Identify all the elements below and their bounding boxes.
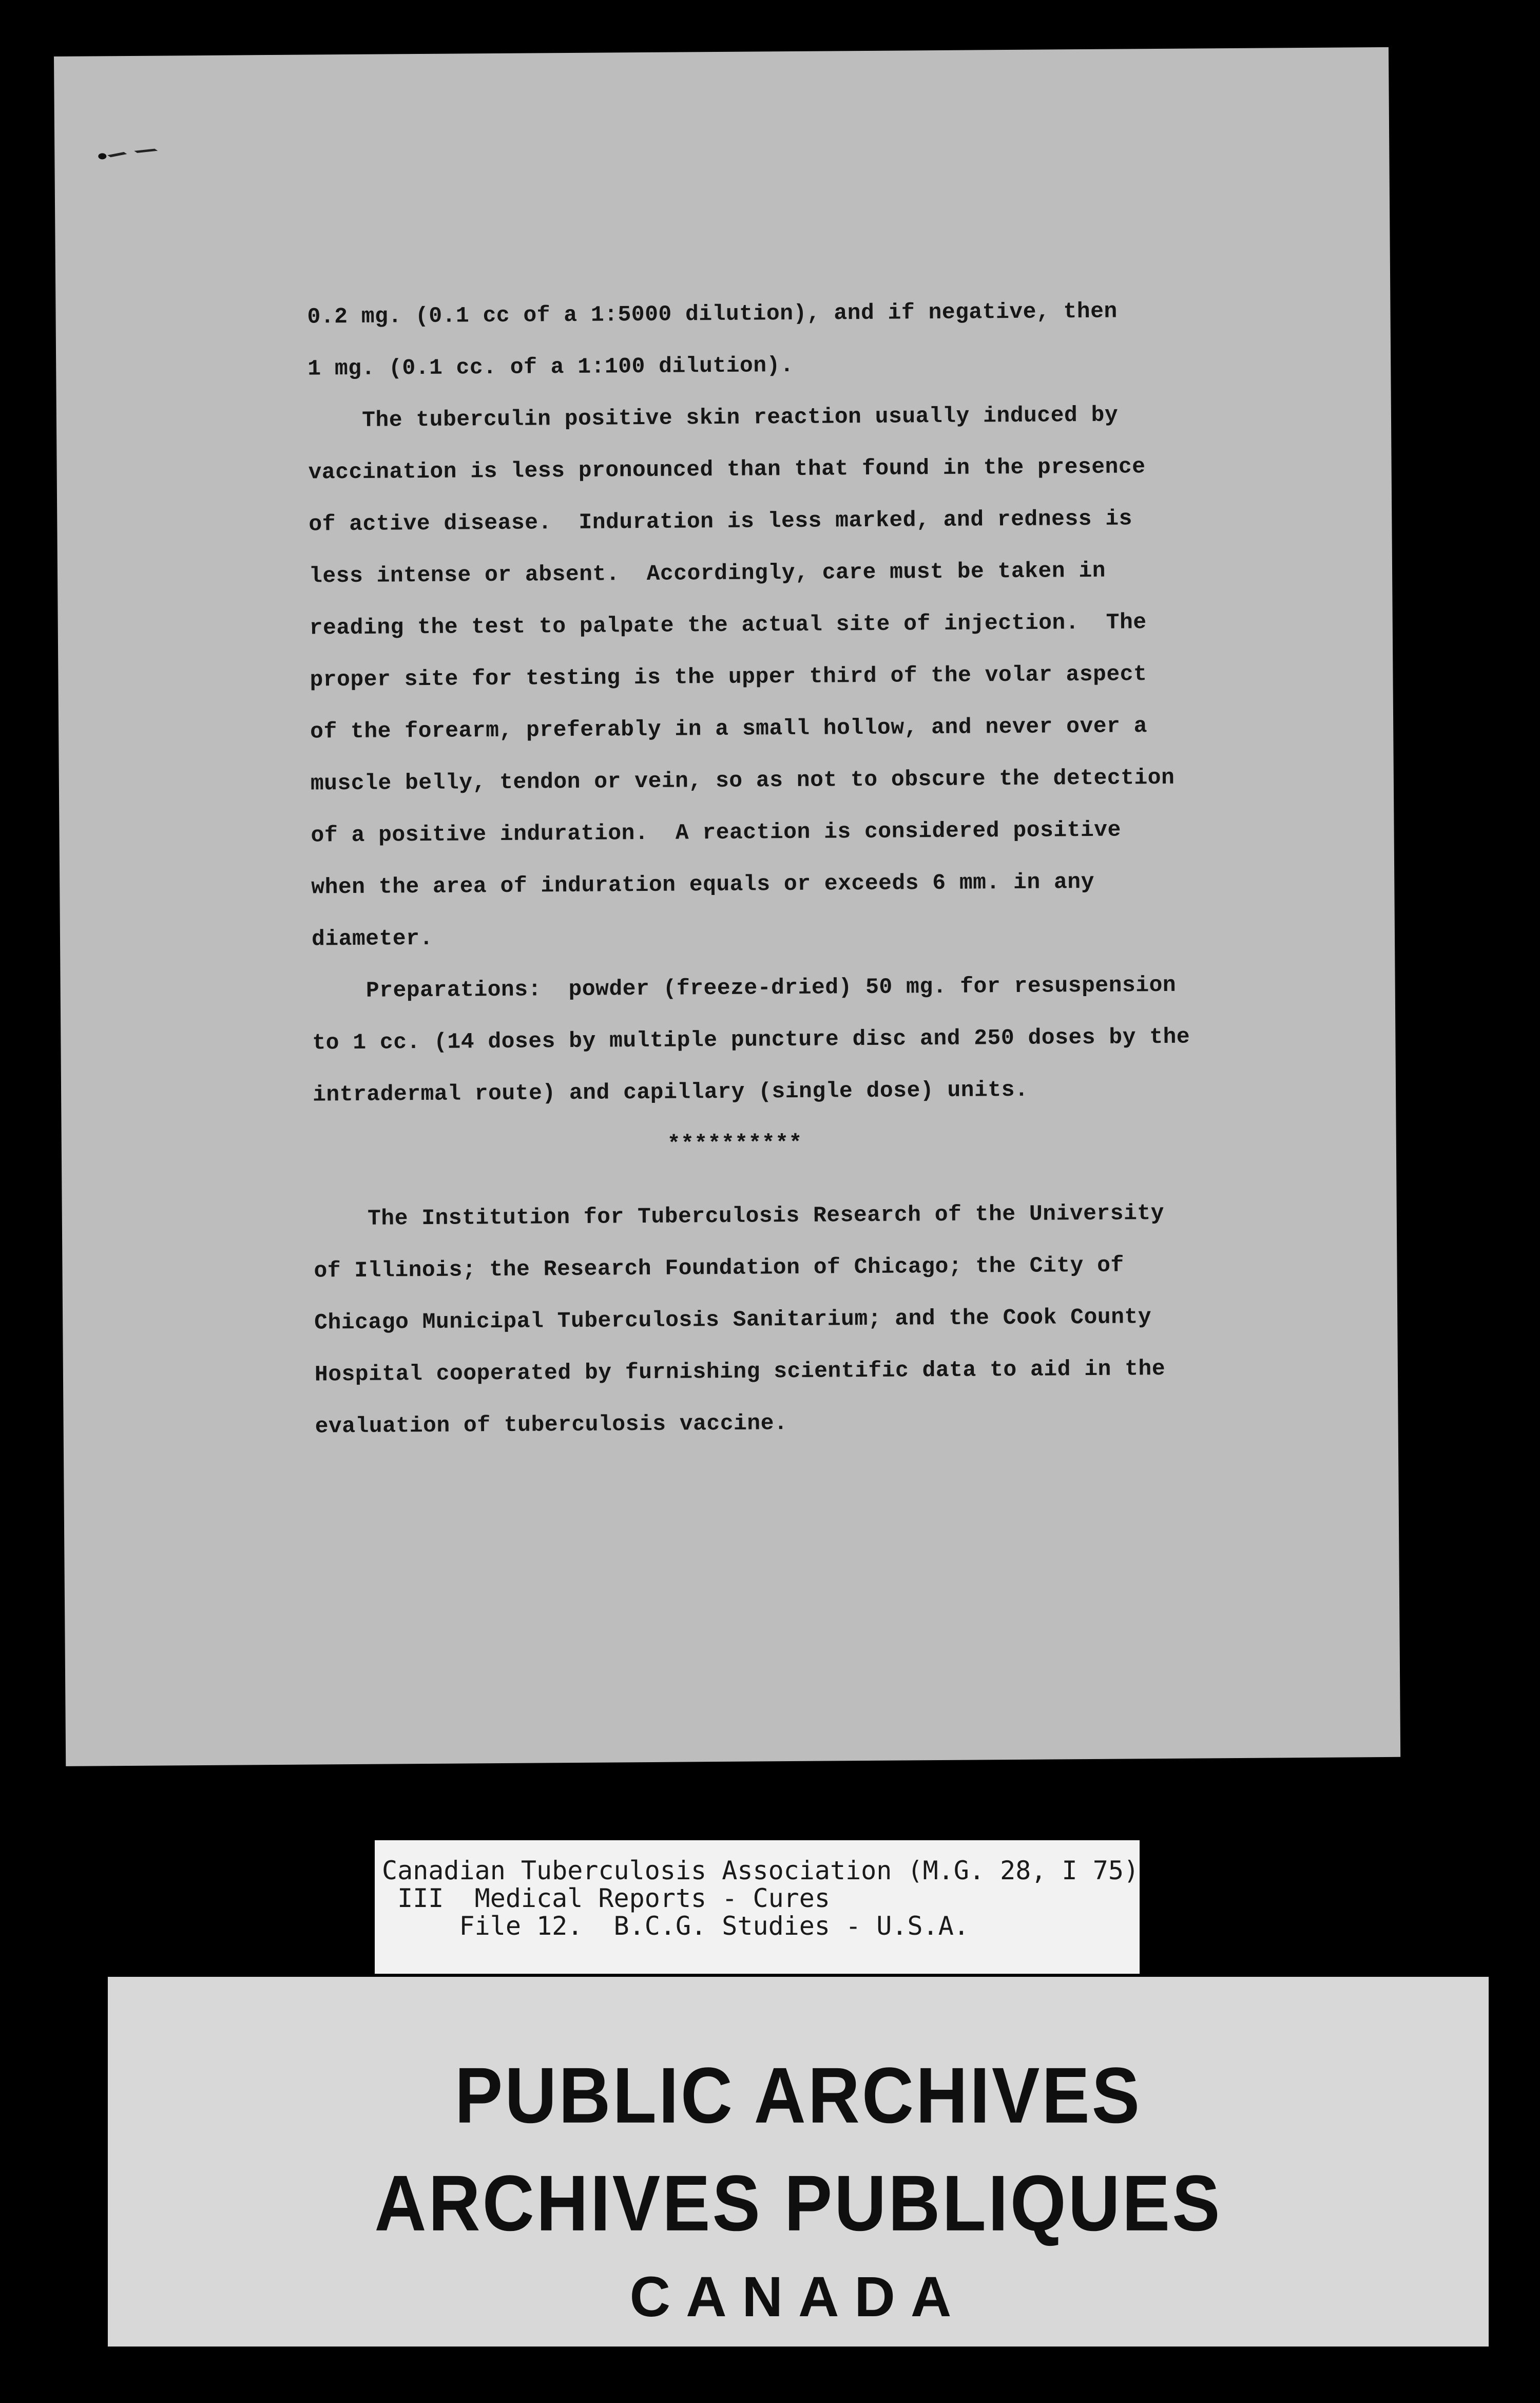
label-line-collection: Canadian Tuberculosis Association (M.G. 28, I 75) [382,1856,1140,1885]
text-line: 0.2 mg. (0.1 cc of a 1:5000 dilution), and if negative, then [307,298,1118,330]
closing-line: The Institution for Tuberculosis Research of the University [313,1200,1165,1232]
text-line: intradermal route) and capillary (single dose) units. [312,1077,1029,1108]
text-line: of the forearm, preferably in a small hollow, and never over a [310,713,1148,745]
text-line: vaccination is less pronounced than that found in the presence [308,454,1146,485]
section-separator: ********** [667,1130,803,1157]
text-line: when the area of induration equals or exceeds 6 mm. in any [311,869,1095,900]
label-line-file: File 12. B.C.G. Studies - U.S.A. [382,1911,969,1941]
archive-label [375,1840,1140,1974]
text-line: Preparations: powder (freeze-dried) 50 mg. for resuspension [312,972,1177,1004]
text-line: muscle belly, tendon or vein, so as not to obscure the detection [310,765,1175,796]
closing-line: Chicago Municipal Tuberculosis Sanitarium; and the Cook County [314,1304,1152,1336]
text-line: of a positive induration. A reaction is considered positive [311,817,1122,848]
banner-title-english: PUBLIC ARCHIVES [454,2051,1142,2140]
label-line-series: III Medical Reports - Cures [382,1883,830,1913]
text-line: 1 mg. (0.1 cc. of a 1:100 dilution). [307,352,794,382]
text-line: reading the test to palpate the actual site of injection. The [309,609,1147,641]
text-line: proper site for testing is the upper third of the volar aspect [310,661,1147,693]
banner-title-french: ARCHIVES PUBLIQUES [374,2159,1222,2247]
document-page [54,47,1400,1766]
public-archives-banner [108,1977,1489,2347]
closing-line: Hospital cooperated by furnishing scientific data to aid in the [314,1356,1166,1387]
typed-text-body [307,284,1239,1453]
text-line: less intense or absent. Accordingly, care must be taken in [309,558,1106,589]
ink-smudge-icon [93,145,165,161]
closing-line: of Illinois; the Research Foundation of Chicago; the City of [314,1252,1124,1284]
closing-line: evaluation of tuberculosis vaccine. [315,1410,788,1439]
text-line: diameter. [311,925,433,952]
text-line: The tuberculin positive skin reaction usually induced by [307,402,1119,433]
banner-country: CANADA [629,2265,967,2329]
text-line: of active disease. Induration is less marked, and redness is [309,506,1133,537]
text-line: to 1 cc. (14 doses by multiple puncture disc and 250 doses by the [312,1024,1190,1056]
